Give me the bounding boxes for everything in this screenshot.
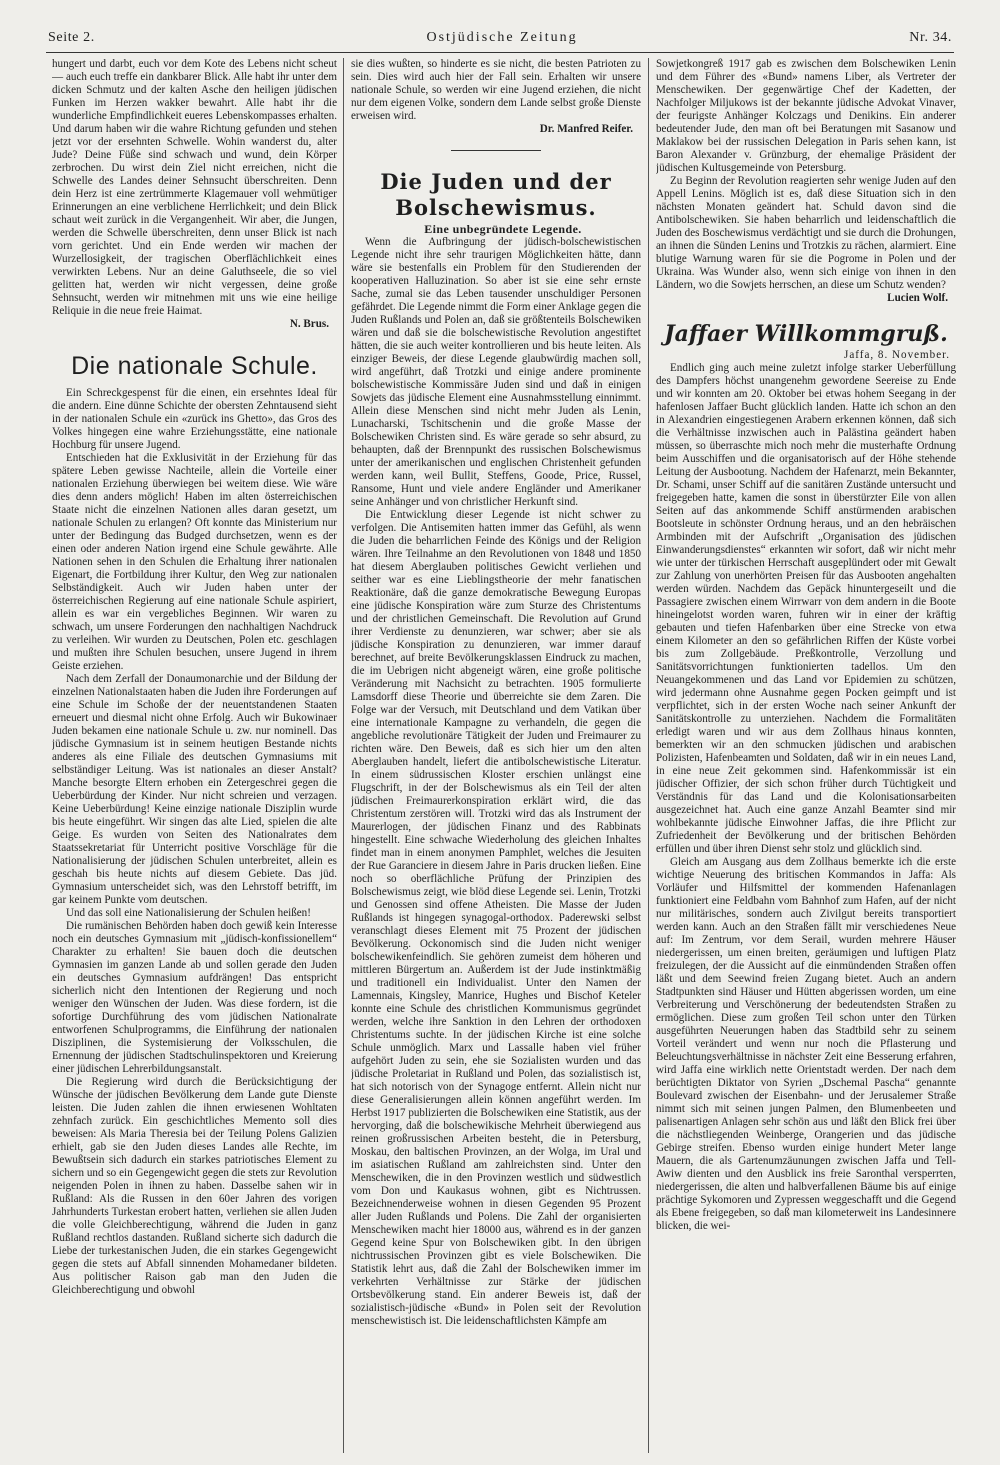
column-divider bbox=[343, 58, 344, 1453]
page-number: Seite 2. bbox=[48, 30, 95, 45]
author-signature: N. Brus. bbox=[289, 318, 329, 330]
article-paragraph: Endlich ging auch meine zuletzt infolge starker Ueberfüllung des Dampfers höchst unangenehm gewordene Seereise zu Ende und wir konnten am 20. Oktober bei etwas hohem Seegang in der hafenlosen Jaffaer Bucht glücklich landen. Hatte ich schon an den in Alexandrien eingestiegenen Arabern erkennen können, daß sich die Verhältnisse inzwischen auch in Palästina geändert haben müssen, so überraschte mich noch mehr die musterhafte Ordnung beim Ausschiffen und die organisatorisch auf der Höhe stehende Leitung der Ausbootung. Nachdem der Hafenarzt, mein Bekannter, Dr. Schami, unser Schiff auf die sanitären Zustände untersucht und freigegeben hatte, kamen die sonst in überstürzter Eile von allen Seiten auf das ankommende Schiff anstürmenden arabischen Bootsleute in schönster Ordnung heraus, und an den hebräischen Armbinden mit der Aufschrift „Organisation des jüdischen Einwanderungsdienstes“ erkannten wir sofort, daß wir nicht mehr wie unter der türkischen Herrschaft ausgeplündert oder mit Gewalt zur Zahlung von unerhörten Preisen für das Ausbooten angehalten werden würden. Nachdem das Gepäck hinuntergeseilt und die Passagiere zwischen einem Wirrwarr von dem andern in die Boote hineingelotst worden waren, fuhren wir in einer der kräftig gebauten und tiefen Hafenbarken über eine Strecke von etwa einem Kilometer an den so gefährlichen Riffen der Küste vorbei bis zum Zollgebäude. Preßkontrolle, Verzollung und Sanitätsvorrichtungen funktionierten tadellos. Um den Neuangekommenen und das Land vor Epidemien zu schützen, wird jedermann ohne Ausnahme gegen Pocken geimpft und ist verpflichtet, sich in der ersten Woche nach seiner Ankunft der Sanitätskontrolle zu unterziehen. Nachdem die Formalitäten erledigt waren und wir aus dem Zollhaus hinaus konnten, bemerkten wir an den schmucken jüdischen und arabischen Polizisten, Hafenbeamten und Soldaten, daß wir in ein neues Land, in eine neue Zeit gekommen sind. Hafenkommissär ist ein jüdischer Offizier, der sich schon früher durch Tüchtigkeit und Verständnis für das Land und die Kolonisationsarbeiten ausgezeichnet hat. Auch eine ganze Anzahl Beamter sind mir wohlbekannte jüdische Einwohner Jaffas, die ihre Pflicht zur Zufriedenheit der Bevölkerung und der britischen Behörden erfüllen und über ihren Dienst sehr stolz und glücklich sind. bbox=[656, 362, 956, 855]
page-header bbox=[48, 30, 952, 52]
issue-number: Nr. 34. bbox=[909, 30, 952, 45]
continued-text: Sowjetkongreß 1917 gab es zwischen dem Bolschewiken Lenin und dem Führer des «Bund» namens Liber, als Vertreter der Menschewiken. Der gegenwärtige Chef der Kadetten, der Nachfolger Miljukows ist der bekannte jüdische Advokat Vinaver, der feurigste Anhänger Kolczags und Denikins. Ein anderer bedeutender Jude, den man oft bei Beratungen mit Sasanow und Maklakow bei der russischen Delegation in Paris sehen kann, ist Baron Alexander v. Grünzburg, der ehemalige Präsident der jüdischen Kultusgemeinde von Petersburg. bbox=[656, 58, 956, 174]
article-title: Die nationale Schule. bbox=[71, 352, 318, 380]
author-signature: Lucien Wolf. bbox=[887, 292, 948, 304]
header-rule bbox=[46, 52, 954, 53]
article-paragraph: Die rumänischen Behörden haben doch gewiß kein Interesse noch ein deutsches Gymnasium mit „jüdisch-konfissionellem“ Charakter zu erhalten! Sie bauen doch die deutschen Gymnasien im ganzen Lande ab und sollen gerade den Juden ein deutsches Gymnasium aufdrängen! Das entspricht sicherlich nicht den Intentionen der Regierung und noch weniger den Wünschen der Juden. Was diese fordern, ist die sofortige Durchführung des vom jüdischen Nationalrate entworfenen Schulprogramms, die Einführung der nationalen Disziplinen, die Systemisierung der Volksschulen, die Ernennung der jüdischen Stadtschulinspektoren und Kreierung einer jüdischen Lehrerbildungsanstalt. bbox=[52, 920, 337, 1075]
column-2 bbox=[351, 58, 641, 1453]
article-paragraph: Nach dem Zerfall der Donaumonarchie und der Bildung der einzelnen Nationalstaaten haben die Juden ihre Forderungen auf eine Schule im Schoße der der neuentstandenen Staaten erneuert und diesmal nicht ohne Erfolg. Auch wir Bukowinaer Juden bekamen eine nationale Schule u. zw. nur nominell. Das jüdische Gymnasium ist in seinem heutigen Bestande nichts anderes als eine Filiale des deutschen Gymnasiums mit selbständiger Leitung. Was ist nationales an dieser Anstalt? Manche besorgte Eltern erhoben ein Zetergeschrei gegen die Ueberbürdung der Kinder. Nur nicht schreien und verzagen. Keine Ueberbürdung! Keine einzige nationale Disziplin wurde bis heute eingeführt. Wir singen das alte Lied, spielen die alte Geige. Es wurden von Seiten des Nationalrates dem Staatssekretariat für Unterricht positive Vorschläge für die Nationalisierung der jüdischen Schulen unterbreitet, allein es geschah bis heute nichts auf diesem Gebiete. Das jüd. Gymnasium unterscheidet sich, was den Lehrstoff betrifft, im gar keinem Punkte vom deutschen. bbox=[52, 673, 337, 906]
article-paragraph: Ein Schreckgespenst für die einen, ein ersehntes Ideal für die andern. Eine dünne Schichte der obersten Zehntausend sieht in der nationalen Schule ein «zurück ins Ghetto», das Gros des Volkes hingegen eine wahre Erziehungsstätte, eine nationale Hochburg für unsere Jugend. bbox=[52, 387, 337, 451]
section-divider bbox=[451, 150, 541, 151]
column-1 bbox=[52, 58, 337, 1453]
article-paragraph: Die Entwicklung dieser Legende ist nicht schwer zu verfolgen. Die Antisemiten hatten immer das Gefühl, als wenn die Juden die beharrlichen Feinde des Königs und der Religion wären. Ihre Teilnahme an den Revolutionen von 1848 und 1850 hat diesem Aberglauben politisches Gewicht verliehen und seither war es eine Lieblingstheorie der mehr fanatischen Reaktionäre, daß die ganze demokratische Bewegung Europas eine jüdische Konspiration wäre zum Sturze des Christentums und der christlichen Gemeinschaft. Die Revolution auf Grund ihrer Verdienste zu denunzieren, war schwer; aber sie als jüdische Konspiration zu denunzieren, war immer darauf berechnet, auf breite Bevölkerungsklassen Eindruck zu machen, die im Uebrigen nicht abgeneigt wären, eine große politische Veränderung mit Nachsicht zu betrachten. 1905 formulierte Lamsdorff diese Theorie und überreichte sie dem Zaren. Die Folge war der Versuch, mit Deutschland und dem Vatikan über eine internationale Kampagne zu verhandeln, die gegen die angebliche revolutionäre Tätigkeit der Juden und Freimaurer zu richten wäre. Den Beweis, daß es sich hier um den alten Aberglauben handelt, liefert die antibolschewistische Literatur. In einem südrussischen Kloster erschien unlängst eine Flugschrift, in der der Bolschewismus als ein Teil der alten jüdischen Freimaurerkonspiration erklärt wird, die das Christentum zerstören will. Trotzki wird das als Instrument der Maurerlogen, der jüdischen Finanz und des Rabbinats hingestellt. Eine schwache Wiederholung des gleichen Inhaltes findet man in einem anonymen Pamphlet, welches die Jesuiten der Rue Garanciere in diesem Jahre in Paris drucken ließen. Eine noch so oberflächliche Prüfung der Prinzipien des Bolschewismus zeigt, wie blöd diese Legende sei. Lenin, Trotzki und Genossen sind offene Atheisten. Die Masse der Juden Rußlands ist hingegen synagogal-orthodox. Paderewski selbst veranschlagt dieses Element mit 75 Prozent der jüdischen Bevölkerung. Ockonomisch sind die Juden nicht weniger bolschewikenfeindlich. Sie gehören zumeist dem höheren und mittleren Bürgertum an. Außerdem ist der Jude instinktmäßig und traditionell ein Individualist. Unter den Namen der Lamennais, Kingsley, Manrice, Hughes und Bischof Keteler konnte eine Schule des christlichen Kommunismus gegründet werden, welche ihre Sanktion in den Lehren der orthodoxen Christentums suchte. In der jüdischen Kirche ist eine solche Schule unmöglich. Marx und Lassalle haben viel früher aufgehört Juden zu sein, ehe sie Sozialisten wurden und das jüdische Proletariat in Rußland und Polen, das sozialistisch ist, hat sich notorisch von der Synagoge entfernt. Allein nicht nur diese Generalisierungen allein können angeführt werden. Im Herbst 1917 publizierten die Bolschewiken eine Statistik, aus der hervorging, daß die bolschewikische Mehrheit überwiegend aus reinen großrussischen Arbeiten besteht, die in Petersburg, Moskau, den baltischen Provinzen, an der Wolga, im Ural und im asiatischen Rußland am zahlreichsten sind. Unter den Menschewiken, die in den Provinzen westlich und südwestlich vom Don und Kaukasus wohnen, gibt es Nichtrussen. Bezeichnenderweise wohnen in diesen Gegenden 95 Prozent aller Juden Rußlands und Polens. Die Zahl der organisierten Menschewiken macht hier 18000 aus, während es in der ganzen Gegend keine Spur von Bolschewiken gibt. In den übrigen nichtrussischen Provinzen gibt es viele Bolschewiken. Die Statistik lehrt aus, daß die Zahl der Bolschewiken immer im verkehrten Verhältnisse zur Stärke der jüdischen Ortsbevölkerung stand. Ein anderer Beweis ist, daß der sozialistisch-jüdische «Bund» in Polen seit der Revolution menschewistisch ist. Die leidenschaftlichsten Kämpfe am bbox=[351, 509, 641, 1327]
article-paragraph: Und das soll eine Nationalisierung der Schulen heißen! bbox=[66, 907, 311, 919]
newspaper-title: Ostjüdische Zeitung bbox=[426, 30, 578, 45]
article-paragraph: Zu Beginn der Revolution reagierten sehr wenige Juden auf den Appell Lenins. Möglich ist es, daß diese Situation sich in den nächsten Monaten geändert hat. Schuld davon sind die Antibolschewiken. Sie haben beharrlich und leidenschaftlich die Juden des Boschewismus verdächtigt und sie durch die Drohungen, an ihnen die Sünden Lenins und Trotzkis zu rächen, alarmiert. Eine blutige Warnung waren für sie die Pogrome in Polen und der Ukraina. Was Wunder also, wenn sich einige von ihnen in den Ländern, wo die Sowjets herrschen, an diese um Schutz wenden? bbox=[656, 175, 956, 291]
article-paragraph: Wenn die Aufbringung der jüdisch-bolschewistischen Legende nicht ihre sehr traurigen Möglichkeiten hätte, dann wäre sie bestenfalls ein Problem für den Studierenden der kooperativen Halluzination. So aber ist sie eine sehr ernste Sache, zumal sie das Leben tausender unschuldiger Personen gefährdet. Die Legende nimmt die Form einer Anklage gegen die Juden Rußlands und Polen an, daß sie größtenteils Bolschewiken wären und daß sie die bolschewistische Revolution angestiftet hätten, die sie auch weiter kontrollieren und bis heute leiten. Als einziger Beweis, der diese Legende glaubwürdig machen soll, wird angeführt, daß Trotzki und einige andere prominente bolschewistische Kommissäre Juden sind und daß in einigen Sowjets das jüdische Element eine Ausnahmsstellung einnimmt. Allein diese Menschen sind nicht mehr Juden als Lenin, Lunacharski, Tschitschenin und die große Masse der Bolschewiken Christen sind. Es wäre gerade so sehr absurd, zu behaupten, daß der Brennpunkt des russischen Bolschewismus unter der amerikanischen und englischen Christenheit gefunden werden kann, weil Bullit, Steffens, Goode, Price, Russel, Ransome, Hunt und viele andere Engländer und Amerikaner seine Anhänger und von christlicher Herkunft sind. bbox=[351, 236, 641, 508]
author-signature: Dr. Manfred Reifer. bbox=[539, 123, 633, 135]
article-title: Die Juden und der Bolschewismus. bbox=[380, 169, 612, 220]
dateline: Jaffa, 8. November. bbox=[844, 349, 950, 361]
column-divider bbox=[648, 58, 649, 1453]
column-3 bbox=[656, 58, 956, 1453]
continued-text: sie dies wußten, so hinderte es sie nicht, die besten Patrioten zu sein. Dies wird auch hier der Fall sein. Erhalten wir unsere nationale Schule, so werden wir eine Jugend erziehen, die nicht nur dem eigenen Volke, sondern dem Lande selbst große Dienste erweisen wird. bbox=[351, 58, 641, 122]
article-paragraph: Gleich am Ausgang aus dem Zollhaus bemerkte ich die erste wichtige Neuerung des britischen Kommandos in Jaffa: Als Vorläufer und Hilfsmittel der kommenden Hafenanlagen funktioniert eine Feldbahn vom Bahnhof zum Hafen, auf der nicht nur militärisches, sondern auch Zivilgut bereits transportiert werden kann. Auch an den Straßen fällt mir verschiedenes Neue auf: Im Zentrum, vor dem Serail, wurden mehrere Häuser niedergerissen, um einen breiten, geräumigen und luftigen Platz freizulegen, der die Aussicht auf die einmündenden Straßen offen läßt und dem Seewind freien Zugang bietet. Auch an andern Stadtpunkten sind Häuser und Hütten abgerissen worden, um eine Verbreiterung und Verschönerung der bedeutendsten Straßen zu ermöglichen. Diese zum großen Teil schon unter den Türken ausgeführten Neuerungen haben das Stadtbild sehr zu seinem Vorteil verändert und wenn nur noch die Pflasterung und Beleuchtungsverhältnisse in nächster Zeit eine Besserung erfahren, wird Jaffa eine wirklich nette Orientstadt werden. Der nach dem berüchtigten Diktator von Syrien „Dschemal Pascha“ genannte Boulevard zwischen der Eisenbahn- und der Jerusalemer Straße nimmt sich mit seinen jungen Palmen, den Blumenbeeten und palisenartigen Anlagen sehr schön aus und läßt den Blick frei über die nächstliegenden Weinberge, Orangerien und das jüdische Gebirge streifen. Ebenso wurden einige hundert Meter lange Mauern, die als Gartenumzäunungen zwischen Jaffa und Tell-Awiw dienten und den Ausblick ins freie Saronthal versperrten, niedergerissen, die alten und halbverfallenen Bäume bis auf einige prächtige Sykomoren und Zypressen weggeschafft und die Gegend als Ebene freigegeben, so daß man kilometerweit ins Landesinnere blicken, die wei- bbox=[656, 856, 956, 1232]
article-title: Jaffaer Willkommgruß. bbox=[664, 321, 948, 347]
continued-text: hungert und darbt, euch vor dem Kote des Lebens nicht scheut — auch euch treffe ein dankbarer Blick. Alle habt ihr unter dem dicken Schmutz und der kalten Asche den heiligen jüdischen Funken im Herzen wakker bewahrt. Alle habt ihr die wunderliche Empfindlichkeit eueres Lebenskompasses erhalten. Und darum haben wir die wahre Richtung gefunden und stehen jetzt vor der ersehnten Schwelle. Wohin wanderst du, alter Jude? Deine Füße sind schwach und wund, dein Körper zerbrochen. Du wirst dein Ziel nicht erreichen, nicht die Schwelle des Landes deiner Sehnsucht überschreiten. Denn dein Herz ist eine zertrümmerte Klagemauer voll wehmütiger Erinnerungen an eine verblichene Herrlichkeit; und dein Blick schaut weit zurück in die Vergangenheit. Wir aber, die Jungen, werden die Schwelle überschreiten, denn unser Blick ist nach vorn gerichtet. Und ein Ende werden wir machen der Wurzellosigkeit, der tragischen Oberflächlichkeit eines verwirkten Lebens. Nur an deine Galuthseele, die so viel gelitten hat, werden wir nicht vergessen, deine große Sehnsucht, werden wir mitnehmen mit uns wie eine heilige Reliquie in die neue freie Haimat. bbox=[52, 58, 337, 317]
article-subtitle: Eine unbegründete Legende. bbox=[424, 222, 582, 236]
article-paragraph: Entschieden hat die Exklusivität in der Erziehung für das spätere Leben gewisse Nachteile, allein die Vorteile einer nationalen Erziehung überwiegen bei weitem diese. Wie wäre dies denn anders möglich! Haben im alten österreichischen Staate nicht die einzelnen Nationen alles daran gesetzt, um nationale Schulen zu erlangen? Oft konnte das Ministerium nur unter der Bedingung das Budged durchsetzen, wenn es der einen oder anderen Nation irgend eine Schule gewährte. Alle Nationen sehen in den Schulen die Erhaltung ihrer nationalen Eigenart, die Fortbildung ihrer Kultur, den Weg zur nationalen Selbständigkeit. Auch wir Juden haben unter der österreichischen Regierung auf eine nationale Schule aspiriert, allein es war ein vergebliches Beginnen. Wir waren zu schwach, um unsere Forderungen den nachhaltigen Nachdruck zu verleihen. Wir wurden zu Deutschen, Polen etc. geschlagen und mußten ihre Schulen besuchen, unsere Jugend in ihrem Geiste erziehen. bbox=[52, 452, 337, 672]
article-paragraph: Die Regierung wird durch die Berücksichtigung der Wünsche der jüdischen Bevölkerung dem Lande gute Dienste leisten. Die Juden zahlen die ihnen erwiesenen Wohltaten zehnfach zurück. Ein geschichtliches Memento soll dies beweisen: Als Maria Theresia bei der Teilung Polens Galizien erhielt, gab sie den Juden dieses Landes alle Rechte, im Bewußtsein sich dadurch ein starkes patriotisches Element zu sichern und so ein Gegengewicht gegen die stets zur Revolution neigenden Polen in ihnen zu haben. Dasselbe sahen wir in Rußland: Als die Russen in den 60er Jahren des vorigen Jahrhunderts Turkestan erobert hatten, verliehen sie allen Juden die volle Gleichberechtigung, während die Juden in ganz Rußland rechtlos dastanden. Rußland sicherte sich dadurch die Liebe der turkestanischen Juden, die ein starkes Gegengewicht gegen die stets auf Abfall sinnenden Mohamedaner bildeten. Aus politischer Raison gab man den Juden die Gleichberechtigung und obwohl bbox=[52, 1076, 337, 1296]
